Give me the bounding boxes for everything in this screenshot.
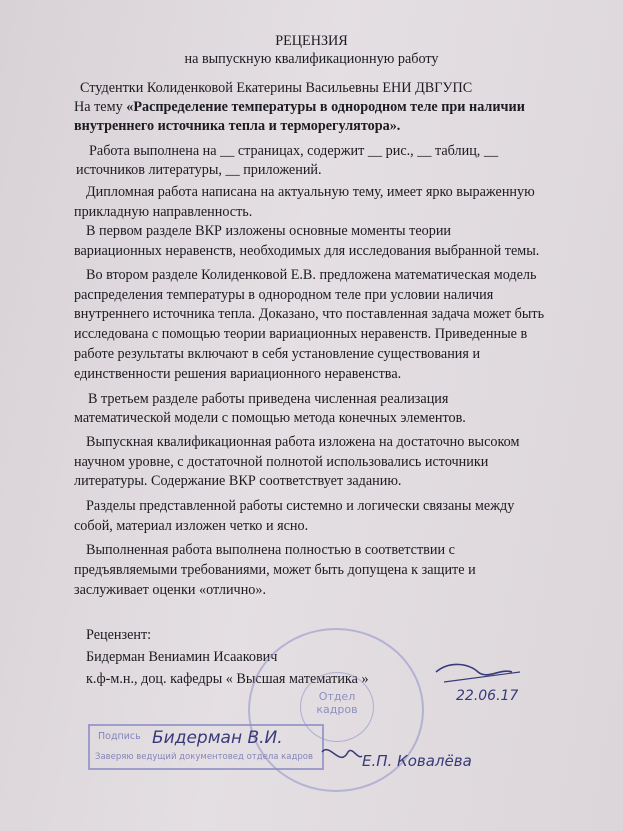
topic-title-2: внутреннего источника тепла и терморегулятора». bbox=[74, 118, 401, 134]
rect-stamp-certify-text: Заверяю ведущий документовед отдела кадров bbox=[95, 752, 314, 762]
doc-subtitle: на выпускную квалификационную работу bbox=[184, 51, 439, 67]
p4-line-1: Во втором разделе Колиденковой Е.В. предложена математическая модель bbox=[86, 267, 537, 283]
reviewer-signature-stroke bbox=[436, 664, 512, 674]
p2-line-2: прикладную направленность. bbox=[74, 204, 253, 220]
p1-line-1: Работа выполнена на __ страницах, содержит __ рис., __ таблиц, __ bbox=[89, 143, 499, 159]
p8-line-1: Выполненная работа выполнена полностью в соответствии с bbox=[86, 542, 455, 558]
p8-line-2: предъявляемыми требованиями, может быть допущена к защите и bbox=[74, 562, 476, 578]
p3-line-1: В первом разделе ВКР изложены основные моменты теории bbox=[86, 223, 452, 239]
handwritten-verifier: Е.П. Ковалёва bbox=[362, 752, 472, 770]
verifier-signature-stroke bbox=[322, 750, 362, 758]
p4-line-2: распределения температуры в однородном теле при условии наличия bbox=[74, 287, 494, 303]
topic-prefix: На тему bbox=[74, 99, 123, 115]
reviewer-label: Рецензент: bbox=[86, 627, 152, 643]
reviewer-name: Бидерман Вениамин Исаакович bbox=[86, 649, 278, 665]
p7-line-2: собой, материал изложен четко и ясно. bbox=[74, 518, 309, 534]
p2-line-1: Дипломная работа написана на актуальную тему, имеет ярко выраженную bbox=[86, 184, 535, 200]
rect-stamp-signature-label: Подпись bbox=[98, 731, 141, 742]
p1-line-2: источников литературы, __ приложений. bbox=[76, 162, 322, 178]
handwritten-date: 22.06.17 bbox=[456, 688, 519, 704]
p5-line-1: В третьем разделе работы приведена численная реализация bbox=[88, 391, 449, 407]
p4-line-6: единственности решения вариационного неравенства. bbox=[74, 366, 402, 382]
p7-line-1: Разделы представленной работы системно и логически связаны между bbox=[86, 498, 515, 514]
p5-line-2: математической модели с помощью метода конечных элементов. bbox=[74, 410, 466, 426]
p6-line-3: литературы. Содержание ВКР соответствует заданию. bbox=[74, 473, 402, 489]
stamp-department-text: Отдел кадров bbox=[316, 690, 358, 716]
reviewer-title: к.ф-м.н., доц. кафедры « Высшая математика » bbox=[86, 671, 369, 687]
p3-line-2: вариационных неравенств, необходимых для исследования выбранной темы. bbox=[74, 243, 540, 259]
p6-line-2: научном уровне, с достаточной полнотой использовались источники bbox=[74, 454, 489, 470]
p6-line-1: Выпускная квалификационная работа изложена на достаточно высоком bbox=[86, 434, 520, 450]
topic-title-1: «Распределение температуры в однородном теле при наличии bbox=[126, 99, 525, 115]
doc-title: РЕЦЕНЗИЯ bbox=[275, 33, 348, 49]
p4-line-3: внутреннего источника тепла. Доказано, что поставленная задача может быть bbox=[74, 306, 545, 322]
p4-line-4: исследована с помощью теории вариационных неравенств. Приведенные в bbox=[74, 326, 528, 342]
student-line: Студентки Колиденковой Екатерины Васильевны ЕНИ ДВГУПС bbox=[80, 80, 473, 96]
p8-line-3: заслуживает оценки «отлично». bbox=[74, 582, 267, 598]
p4-line-5: работе результаты включают в себя установление существования и bbox=[74, 346, 481, 362]
handwritten-name: Бидерман В.И. bbox=[152, 728, 283, 748]
